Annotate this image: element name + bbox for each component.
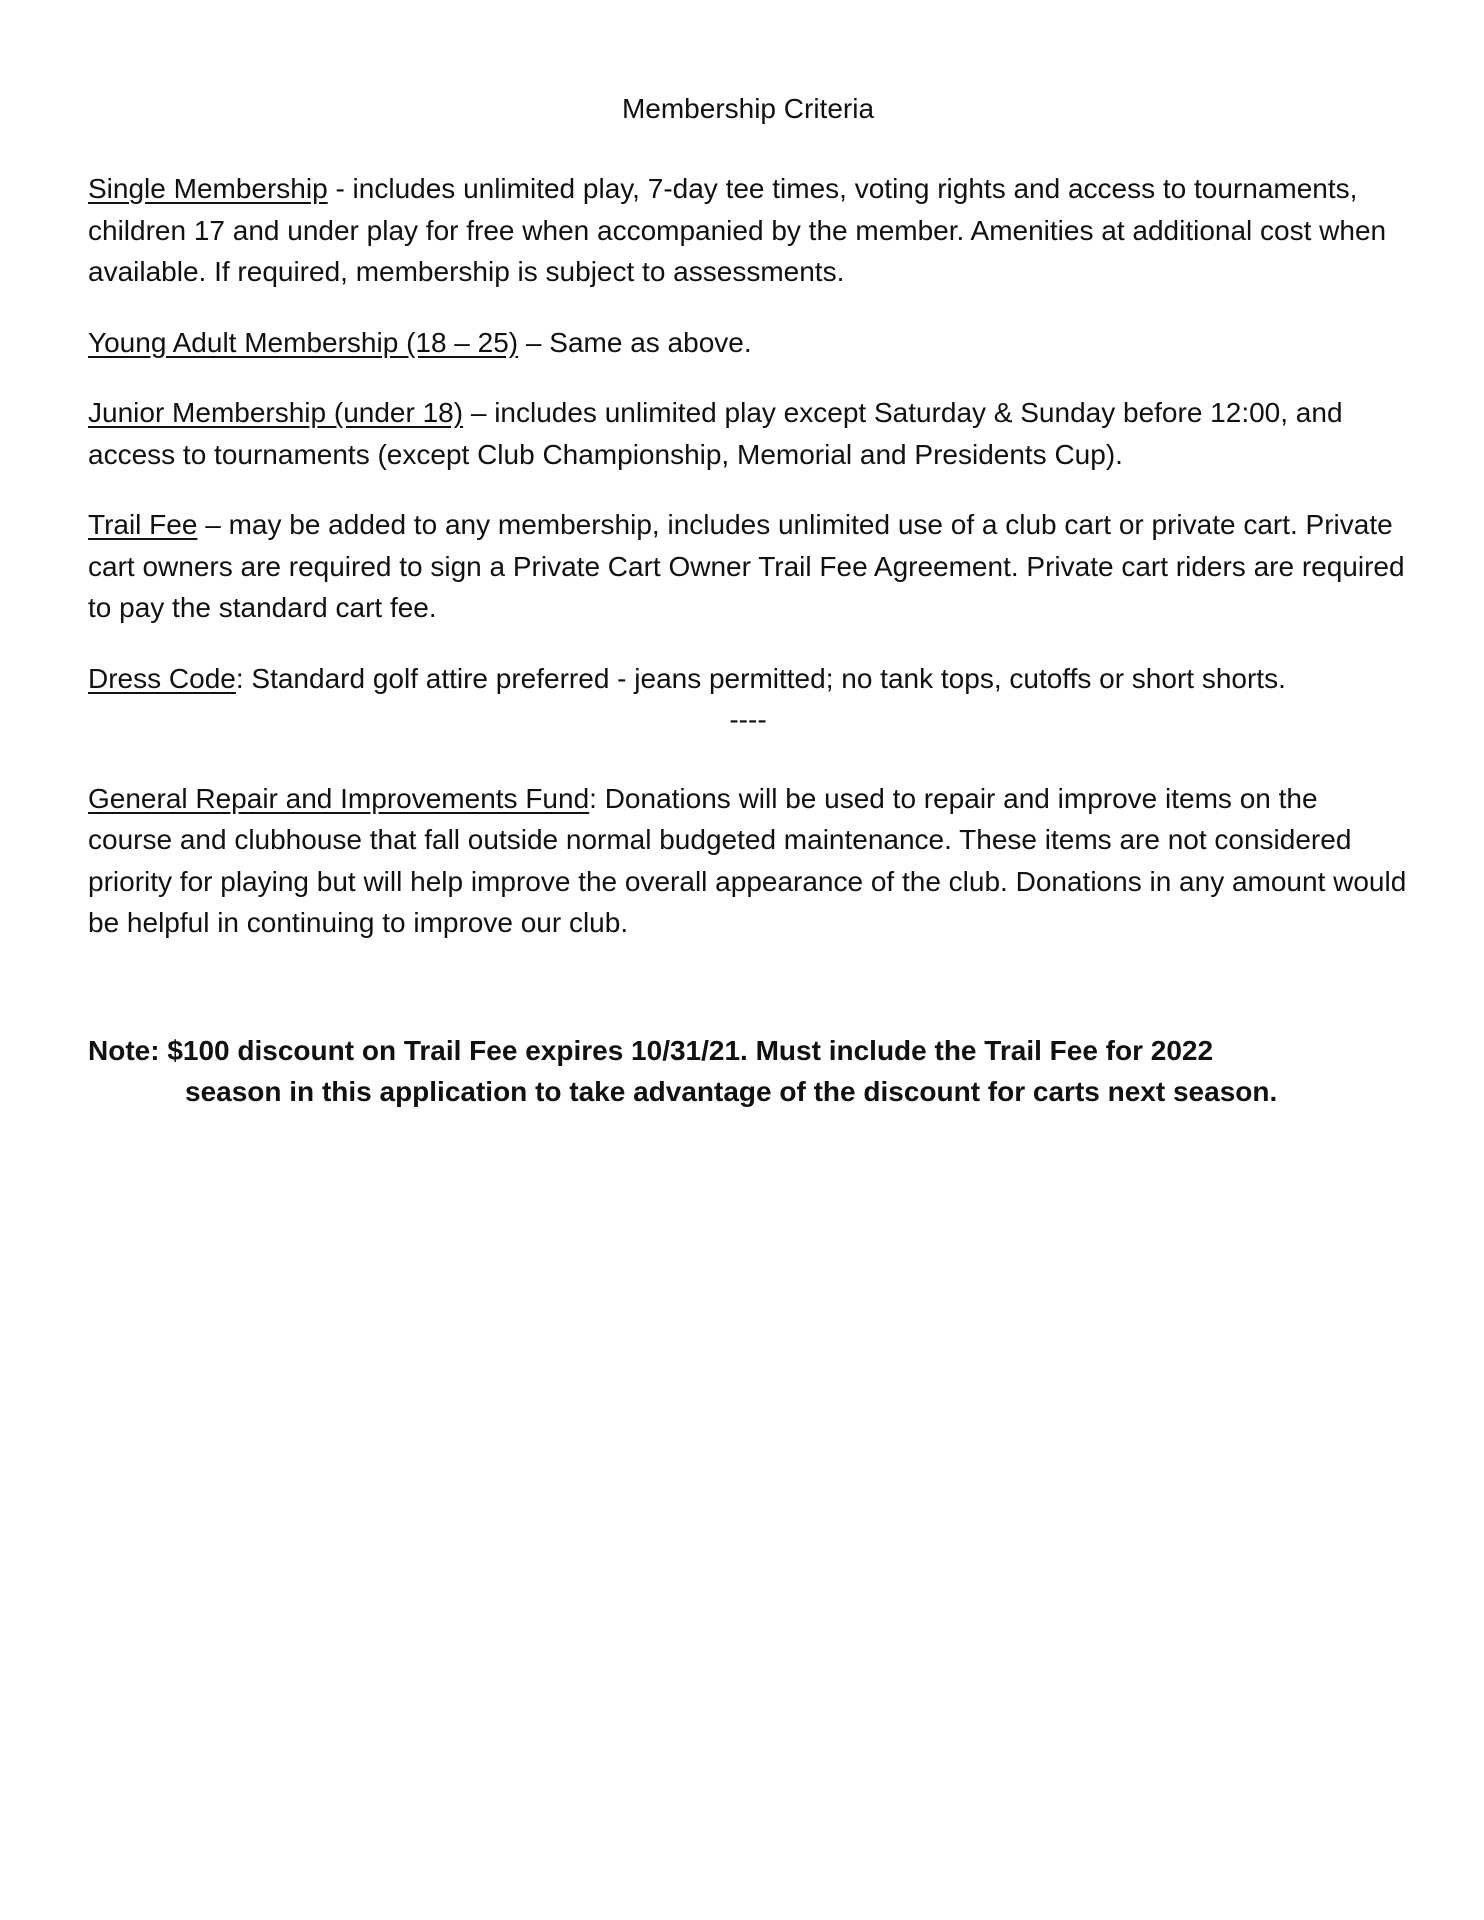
note-line-1: Note: $100 discount on Trail Fee expires 10/31/21. Must include the Trail Fee for 2022 [88,1034,1214,1066]
section-body: - includes unlimited play, 7-day tee times, voting rights and access to tournaments, children 17 and under play for free when accompanied by the member. Amenities at additional cost when available. If required, membership is subject to assessments. [88,173,1387,287]
section-trail-fee [88,504,1408,629]
section-divider: ---- [729,704,767,735]
document-page [88,88,1408,1113]
section-heading: Young Adult Membership (18 – 25) [88,326,519,358]
section-body: : Standard golf attire preferred - jeans permitted; no tank tops, cutoffs or short shorts. [235,662,1286,694]
section-heading: Trail Fee [88,509,198,540]
discount-note [88,1030,1408,1113]
section-young-adult-membership [88,322,1408,364]
section-repair-fund [88,778,1408,944]
section-heading: Single Membership [88,173,328,204]
section-body: : Donations will be used to repair and improve items on the course and clubhouse that fall outside normal budgeted maintenance. These items are not considered priority for playing but will help improve the overall appearance of the club. Donations in any amount would be helpful in continuing to improve our club. [88,782,1407,938]
page-title: Membership Criteria [621,93,875,124]
note-line-2: season in this application to take advantage of the discount for carts next season. [185,1076,1278,1107]
section-body: – includes unlimited play except Saturday & Sunday before 12:00, and access to tournaments (except Club Championship, Memorial and Presidents Cup). [88,397,1343,470]
section-single-membership [88,168,1408,293]
section-body: – may be added to any membership, includes unlimited use of a club cart or private cart. Private cart owners are required to sign a Private Cart Owner Trail Fee Agreement. Private cart riders are required to pay the standard cart fee. [88,509,1405,623]
section-body: – Same as above. [518,326,752,358]
section-heading: Dress Code [88,662,236,694]
section-junior-membership [88,392,1408,475]
section-dress-code [88,658,1408,700]
section-heading: General Repair and Improvements Fund [88,782,590,814]
section-heading: Junior Membership (under 18) [88,397,464,428]
